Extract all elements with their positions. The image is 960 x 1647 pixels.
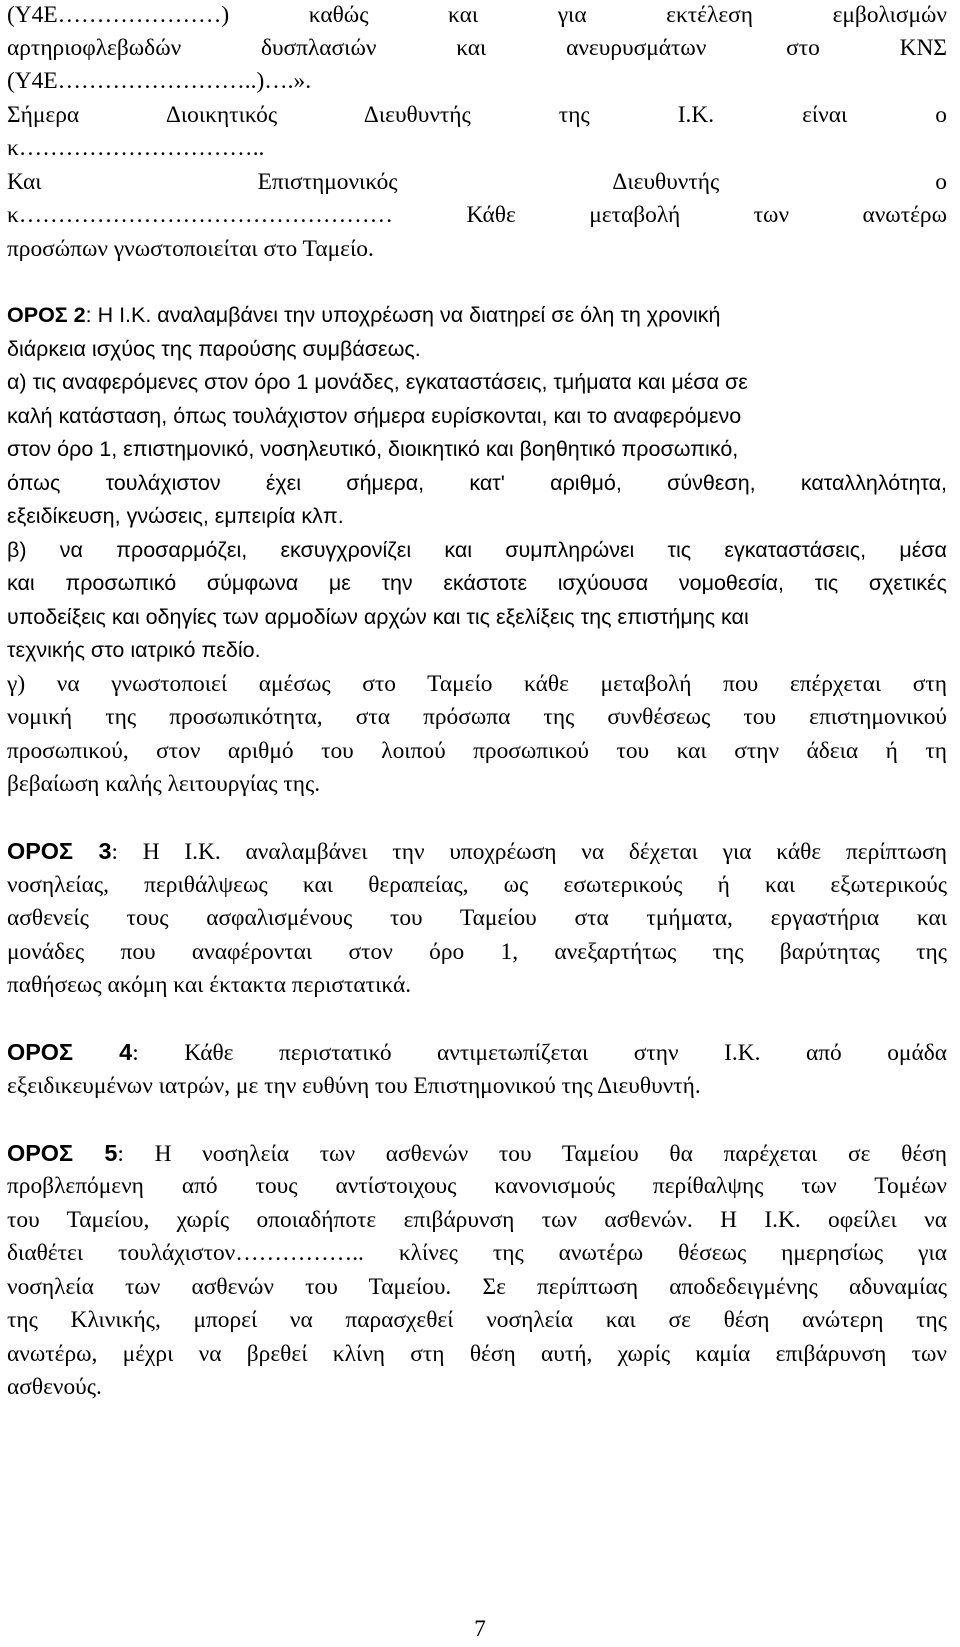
text-line: εξειδίκευση, γνώσεις, εμπειρία κλπ. xyxy=(7,504,344,528)
text-line: διάρκεια ισχύος της παρούσης συμβάσεως. xyxy=(7,337,421,361)
term-3-intro-text: : Η Ι.Κ. αναλαμβάνει την υποχρέωση να δέχεται για κάθε περίπτωση xyxy=(111,839,947,865)
text-line: Και Επιστημονικός Διευθυντής ο xyxy=(7,169,947,195)
text-line: τεχνικής στο ιατρικό πεδίο. xyxy=(7,638,261,662)
text-line: ανωτέρω, μέχρι να βρεθεί κλίνη στη θέση αυτή, χωρίς καμία επιβάρυνση των xyxy=(7,1341,947,1367)
text-line: νομική της προσωπικότητα, στα πρόσωπα της συνθέσεως του επιστημονικού xyxy=(7,704,947,730)
term-5-heading: ΟΡΟΣ 5 xyxy=(7,1140,118,1166)
term-3-intro xyxy=(7,836,947,866)
text-line: όπως τουλάχιστον έχει σήμερα, κατ' αριθμό, σύνθεση, καταλληλότητα, xyxy=(7,471,947,495)
term-5-intro-text: : Η νοσηλεία των ασθενών του Ταμείου θα παρέχεται σε θέση xyxy=(117,1141,947,1167)
text-line: παθήσεως ακόμη και έκτακτα περιστατικά. xyxy=(7,972,412,998)
text-line: νοσηλεία των ασθενών του Ταμείου. Σε περίπτωση αποδεδειγμένης αδυναμίας xyxy=(7,1274,947,1300)
text-line: εξειδικευμένων ιατρών, με την ευθύνη του Επιστημονικού της Διευθυντή. xyxy=(7,1073,701,1099)
text-line: β) να προσαρμόζει, εκσυγχρονίζει και συμπληρώνει τις εγκαταστάσεις, μέσα xyxy=(7,538,947,562)
text-line: αρτηριοφλεβωδών δυσπλασιών και ανευρυσμάτων στο ΚΝΣ xyxy=(7,35,947,61)
text-line: ασθενούς. xyxy=(7,1374,102,1400)
text-line: προβλεπόμενη από τους αντίστοιχους κανονισμούς περίθαλψης των Τομέων xyxy=(7,1173,947,1199)
text-line: προσώπων γνωστοποιείται στο Ταμείο. xyxy=(7,236,374,262)
text-line: (Υ4Ε…………………) καθώς και για εκτέλεση εμβολισμών xyxy=(7,2,947,28)
text-line: κ………………………………………… Κάθε μεταβολή των ανωτέρω xyxy=(7,202,947,228)
text-line: Σήμερα Διοικητικός Διευθυντής της Ι.Κ. είναι ο xyxy=(7,102,947,128)
text-line: και προσωπικό σύμφωνα με την εκάστοτε ισχύουσα νομοθεσία, τις σχετικές xyxy=(7,571,947,595)
text-line: διαθέτει τουλάχιστον…………….. κλίνες της ανωτέρω θέσεως ημερησίως για xyxy=(7,1240,947,1266)
text-line: νοσηλείας, περιθάλψεως και θεραπείας, ως εσωτερικούς ή και εξωτερικούς xyxy=(7,872,947,898)
text-line: (Υ4Ε……………………..)….». xyxy=(7,68,312,94)
term-2-heading: ΟΡΟΣ 2 xyxy=(7,303,86,327)
term-4-intro xyxy=(7,1037,947,1067)
text-line: ασθενείς τους ασφαλισμένους του Ταμείου στα τμήματα, εργαστήρια και xyxy=(7,905,947,931)
text-line: καλή κατάσταση, όπως τουλάχιστον σήμερα ευρίσκονται, και το αναφερόμενο xyxy=(7,404,742,428)
term-4-heading: ΟΡΟΣ 4 xyxy=(7,1039,133,1065)
term-5-intro xyxy=(7,1138,947,1168)
text-line: μονάδες που αναφέρονται στον όρο 1, ανεξαρτήτως της βαρύτητας της xyxy=(7,939,947,965)
term-2-intro xyxy=(7,300,947,330)
text-line: γ) να γνωστοποιεί αμέσως στο Ταμείο κάθε μεταβολή που επέρχεται στη xyxy=(7,671,947,697)
term-2-intro-text: : Η Ι.Κ. αναλαμβάνει την υποχρέωση να διατηρεί σε όλη τη χρονική xyxy=(85,303,721,327)
text-line: υποδείξεις και οδηγίες των αρμοδίων αρχών και τις εξελίξεις της επιστήμης και xyxy=(7,605,749,629)
page-number: 7 xyxy=(474,1616,486,1642)
text-line: προσωπικού, στον αριθμό του λοιπού προσωπικού του και στην άδεια ή τη xyxy=(7,738,947,764)
text-line: α) τις αναφερόμενες στον όρο 1 μονάδες, εγκαταστάσεις, τμήματα και μέσα σε xyxy=(7,370,748,394)
text-line: κ………………………….. xyxy=(7,135,265,161)
text-line: του Ταμείου, χωρίς οποιαδήποτε επιβάρυνση των ασθενών. Η Ι.Κ. οφείλει να xyxy=(7,1207,947,1233)
text-line: βεβαίωση καλής λειτουργίας της. xyxy=(7,771,321,797)
term-3-heading: ΟΡΟΣ 3 xyxy=(7,838,112,864)
text-line: στον όρο 1, επιστημονικό, νοσηλευτικό, διοικητικό και βοηθητικό προσωπικό, xyxy=(7,437,739,461)
term-4-intro-text: : Κάθε περιστατικό αντιμετωπίζεται στην Ι.Κ. από ομάδα xyxy=(132,1040,947,1066)
text-line: της Κλινικής, μπορεί να παρασχεθεί νοσηλεία και σε θέση ανώτερη της xyxy=(7,1307,947,1333)
